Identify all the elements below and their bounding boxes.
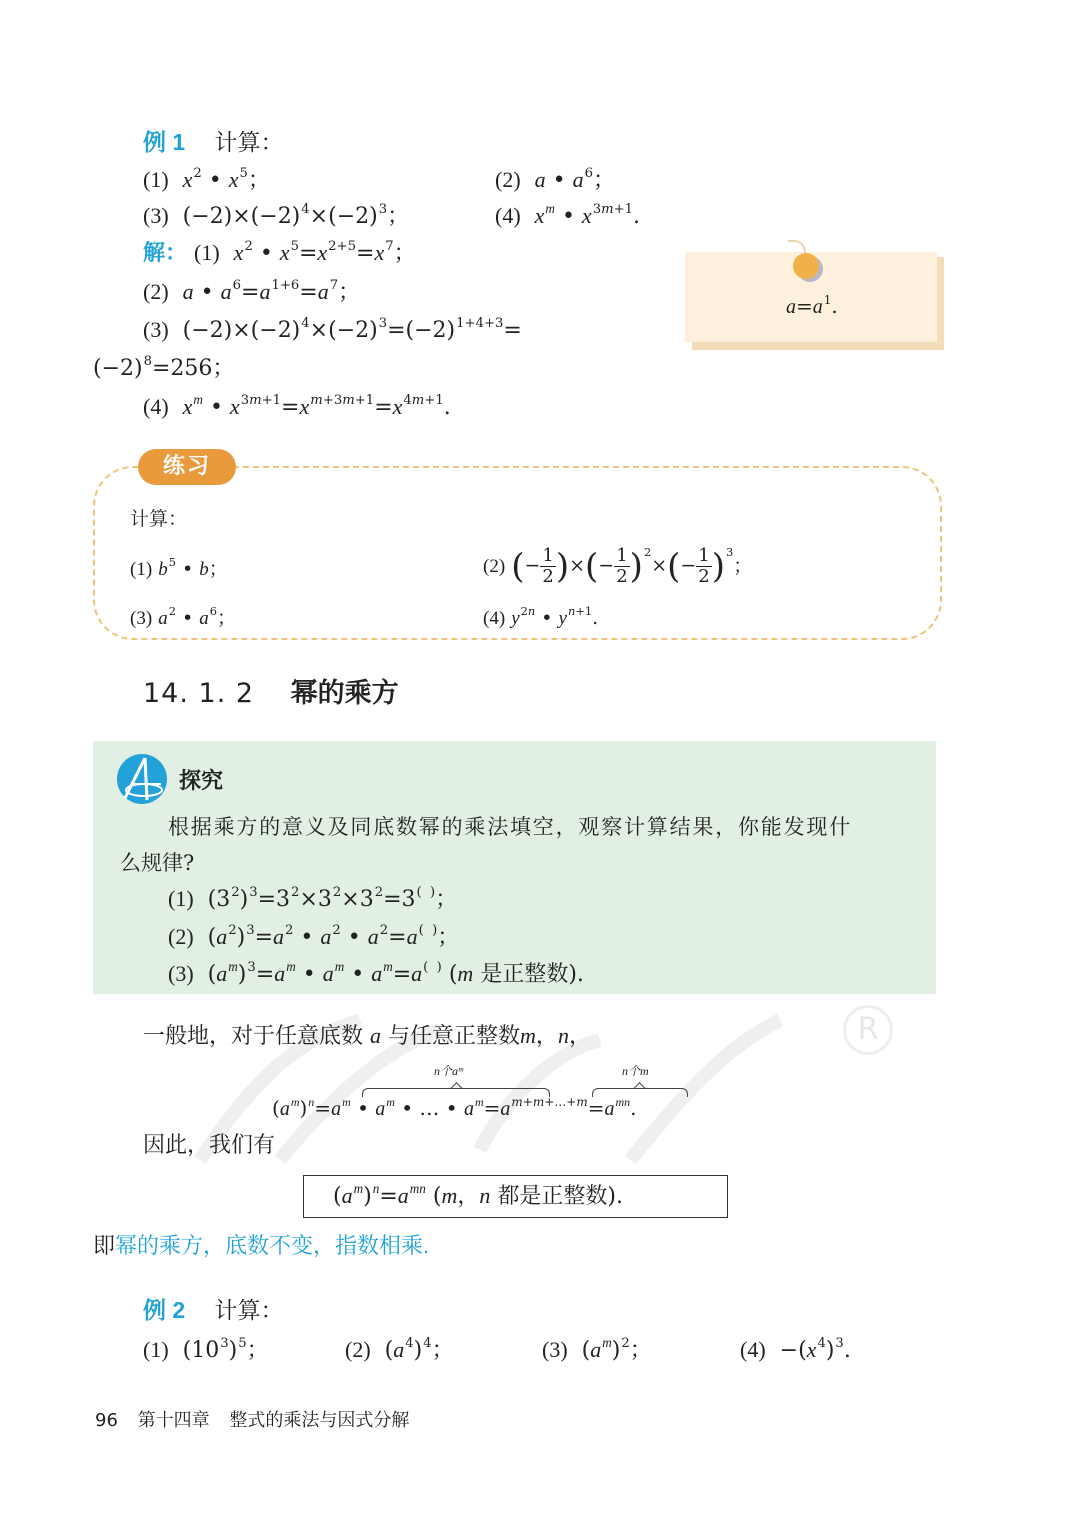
rule-formula: $(a^m)^n=a^{mn}$ (m，n 都是正整数). [333,1181,623,1209]
explore-item-3: (3) $(a^m)^3=a^m$ • $a^m$ • $a^m=a^{( )}$ (m 是正整数). [168,959,584,987]
practice-item-4: (4) $y^{2n}$ • $y^{n+1}$. [483,604,599,629]
example1-prompt: 计算： [214,130,284,156]
explore-item-2: (2) $(a^2)^3=a^2$ • $a^2$ • $a^2=a^{( )}$； [168,923,460,950]
example1-heading [143,131,284,155]
chapter-number: 第十四章 [137,1410,210,1431]
practice-tag: 练习 [138,449,236,485]
brace1-label: n个aᵐ [434,1064,464,1078]
practice-prompt: 计算： [130,508,188,530]
explore-text-line2: 么规律? [120,851,195,875]
therefore-text: 因此，我们有 [143,1133,276,1158]
example1-problem-2: (2) a • $a^6$； [495,166,616,193]
example1-label: 例 1 [143,129,186,155]
pushpin-icon [793,253,819,279]
page-number: 96 [95,1410,118,1431]
solution-label: 解： [143,240,188,265]
example1-solution-4: (4) $x^m$ • $x^{3m+1}=x^{m+3m+1}=x^{4m+1}$. [143,392,451,420]
example2-heading [143,1299,284,1323]
compass-icon [117,754,167,804]
registered-mark: R [843,1005,893,1055]
chapter-title: 整式的乘法与因式分解 [229,1410,410,1431]
example1-solution-1: 解： (1) $x^2$ • $x^5=x^{2+5}=x^7$； [143,239,416,266]
note-text: $a=a^1$. [786,293,838,318]
practice-item-2: (2) (− $\frac{1}{2}$ )×(− $\frac{1}{2}$ )$^2$×(− $\frac{1}{2}$ )$^3$； [483,545,753,587]
page-footer [95,1406,409,1432]
example2-label: 例 2 [143,1297,186,1323]
brace2-label: n个m [622,1064,649,1078]
explore-text-line1: 根据乘方的意义及同底数幂的乘法填空，观察计算结果，你能发现什 [168,815,852,839]
example1-solution-3-cont: $(-2)^8=256$； [93,354,235,381]
practice-item-3: (3) $a^2$ • $a^6$； [130,604,237,629]
explore-title: 探究 [179,769,224,794]
explore-item-1: (1) $(3^2)^3=3^2\times 3^2\times 3^2=3^{( )}$； [168,885,458,912]
example1-problem-1: (1) $x^2$ • $x^5$； [143,166,270,193]
example2-problem-4: $(4) -(x^4)^3$. [740,1336,851,1363]
example1-problem-4: (4) $x^m$ • $x^{3m+1}$. [495,201,641,229]
example1-solution-3: (3) $(-2)\times(-2)^4\times(-2)^3=(-2)^{1+4+3}=$ [143,316,522,343]
example2-problem-1: (1) $(10^3)^5$； [143,1336,269,1363]
section-name: 幂的乘方 [290,678,399,709]
section-number: 14. 1. 2 [143,678,255,709]
example2-problem-2: (2) $(a^4)^4$； [345,1336,454,1363]
general-intro: 一般地，对于任意底数 a 与任意正整数m，n， [143,1023,591,1049]
practice-item-1: (1) $b^5$ • b； [130,555,228,580]
rule-summary: 即幂的乘方，底数不变，指数相乘. [93,1233,430,1259]
section-title [143,680,399,707]
example2-problem-3: (3) $(a^m)^2$； [542,1335,652,1363]
example2-prompt: 计算： [214,1298,284,1324]
derivation: $(a^m)^n=a^m$ • $a^m$ • … • $a^m=a^{m+m+\dots+m}=a^{mn}$. [272,1095,637,1120]
rule-summary-highlight: 幂的乘方，底数不变，指数相乘. [115,1233,430,1258]
example1-solution-2: (2) a • $a^6=a^{1+6}=a^7$； [143,278,361,305]
example1-problem-3: (3) $(-2)\times(-2)^4\times(-2)^3$； [143,202,410,229]
